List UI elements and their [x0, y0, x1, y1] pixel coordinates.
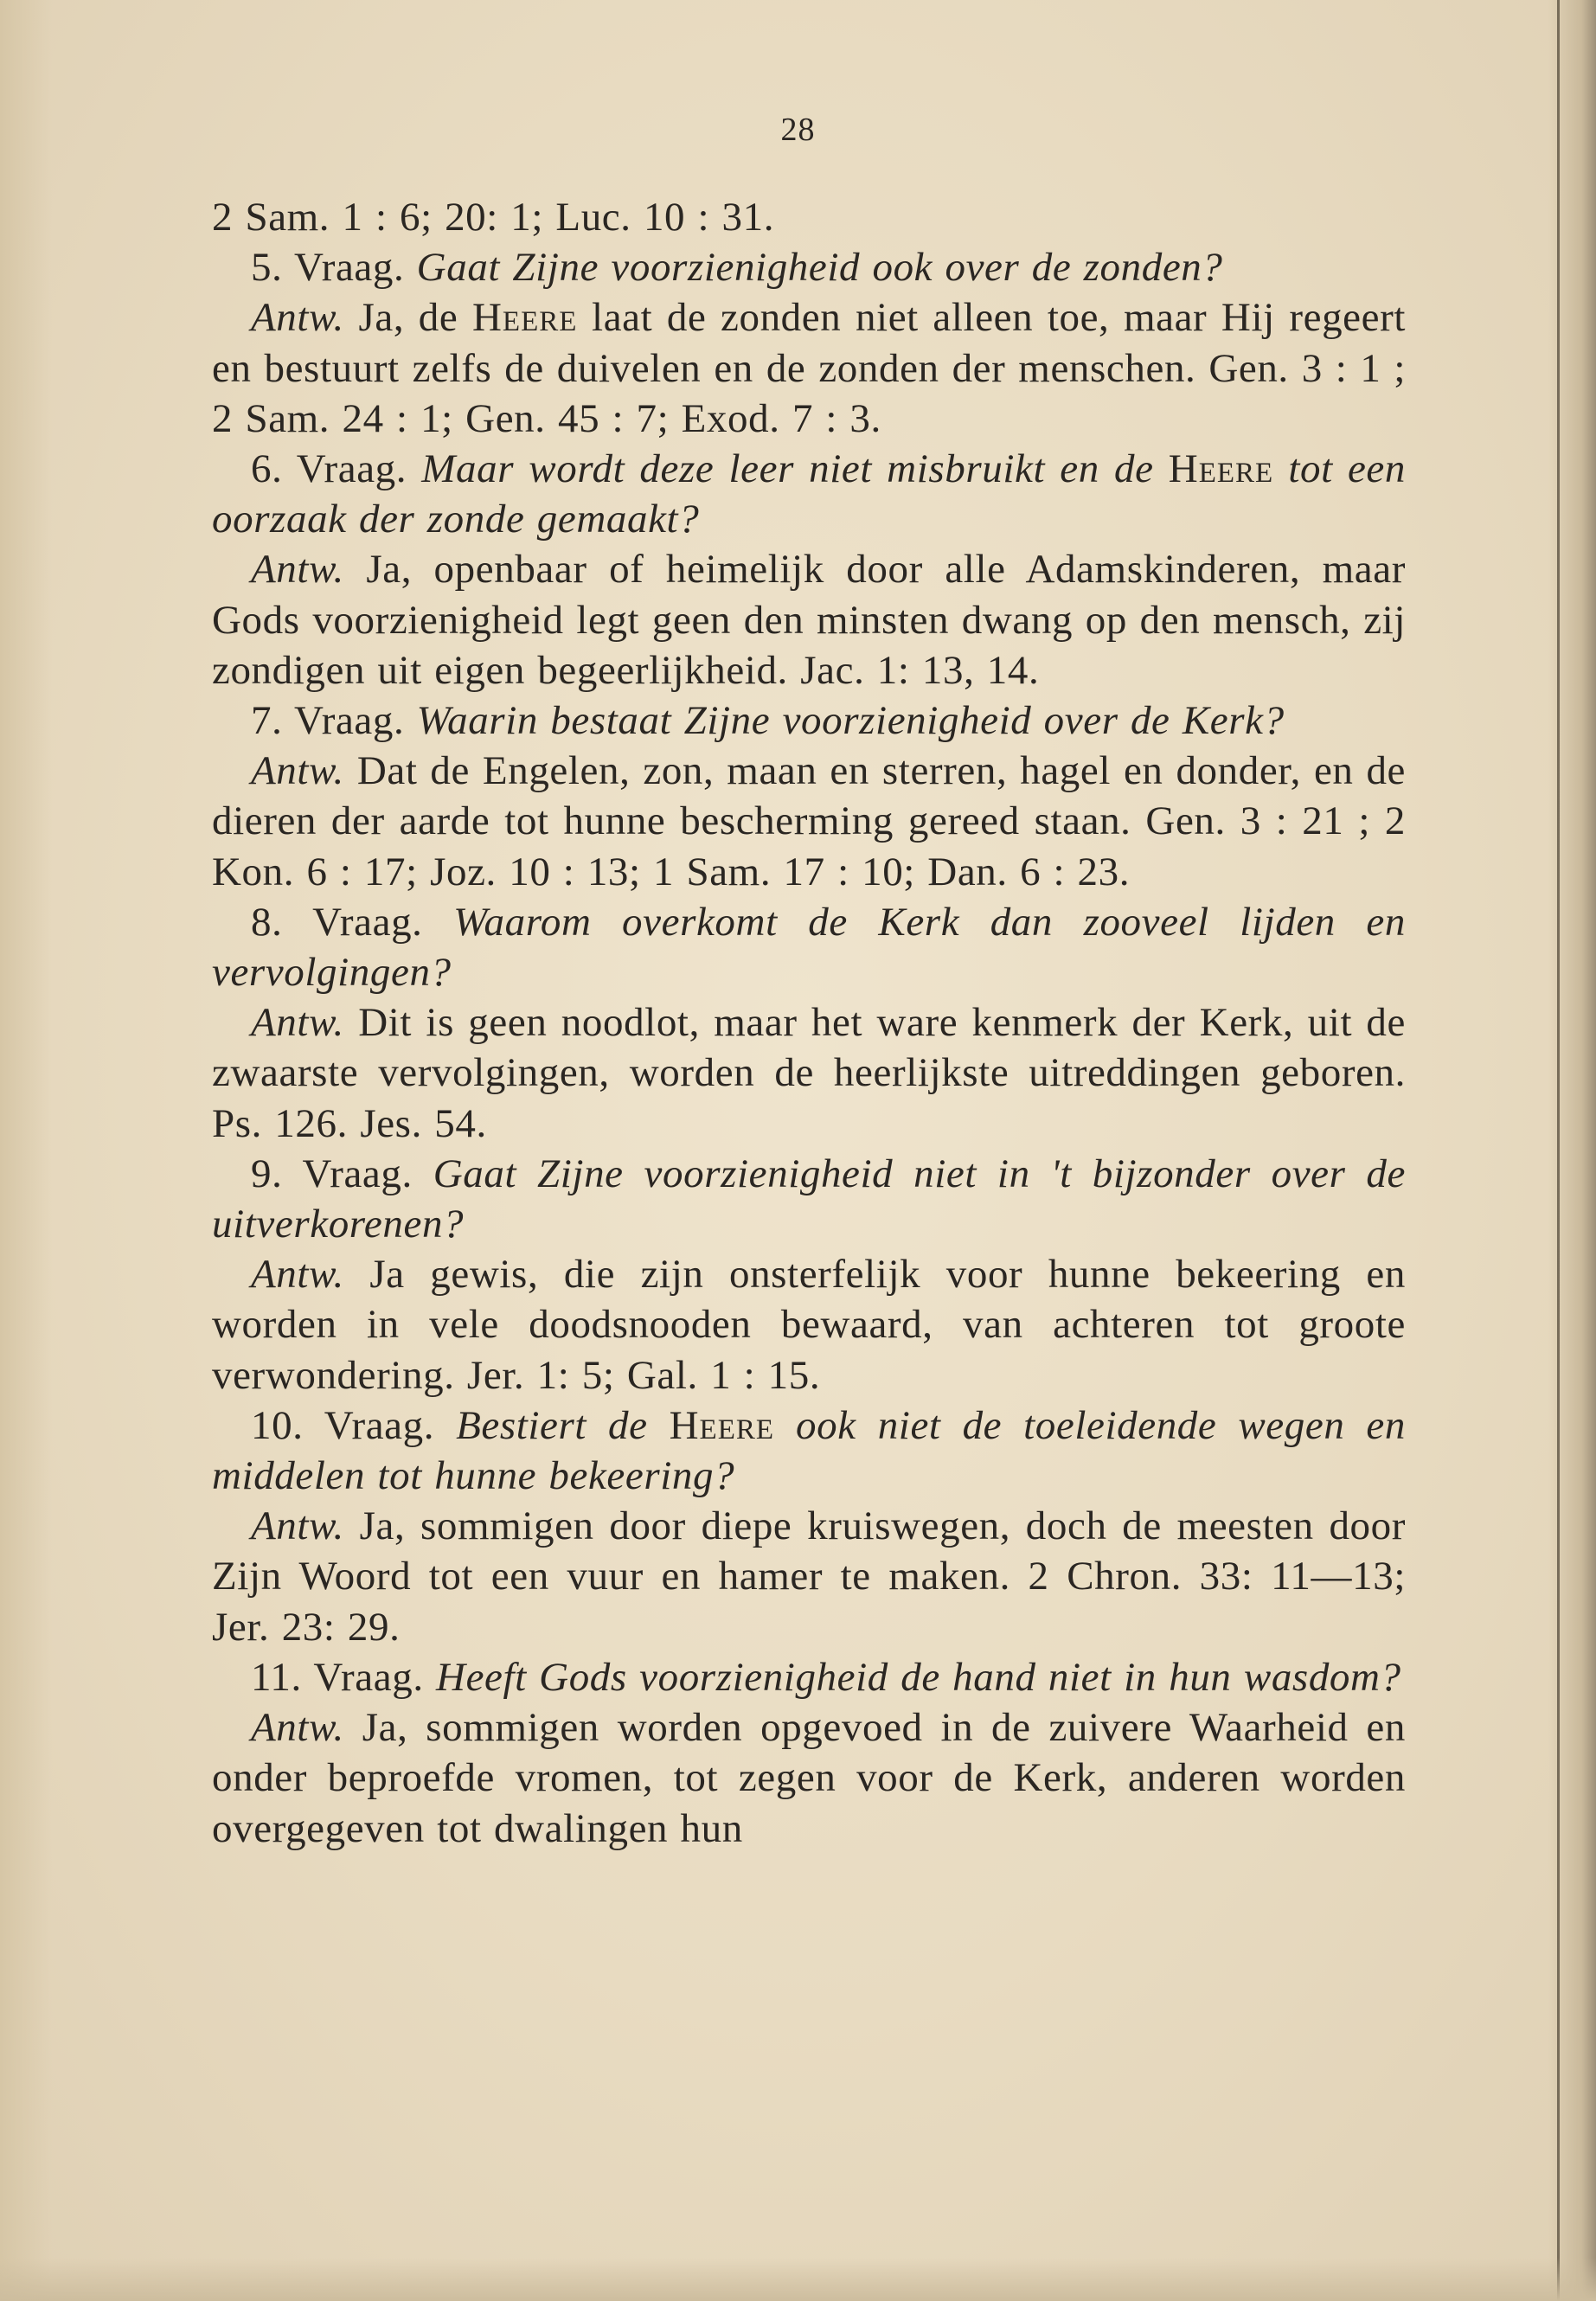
question-number: 10. [251, 1402, 304, 1448]
question-7 [212, 695, 1406, 746]
question-text: Maar wordt deze leer niet misbruikt en de [421, 446, 1154, 492]
question-text: Heeft Gods voorzienigheid de hand niet in hun wasdom? [436, 1654, 1401, 1700]
question-number: 7. [251, 698, 283, 744]
question-number: 6. [251, 446, 283, 492]
question-number: 8. [251, 899, 283, 945]
question-text: Gaat Zijne voorzienigheid niet in 't bijzonder over de uitverkorenen? [212, 1150, 1406, 1247]
vraag-label: Vraag. [293, 245, 405, 291]
question-8 [212, 897, 1406, 997]
question-11 [212, 1652, 1406, 1702]
answer-text: Ja, sommigen door diepe kruiswegen, doch de meesten door Zijn Woord tot een vuur en hamer te maken. 2 Chron. 33: 11—13; Jer. 23: 29. [212, 1503, 1406, 1650]
reference-line [212, 192, 1406, 242]
catechism-text [212, 192, 1406, 1854]
antw-label: Antw. [251, 1000, 344, 1046]
question-number: 9. [251, 1150, 283, 1196]
question-text: tot een oorzaak der zonde gemaakt? [212, 446, 1406, 542]
scripture-references: 2 Sam. 1 : 6; 20: 1; Luc. 10 : 31. [212, 195, 775, 240]
answer-text: Dat de Engelen, zon, maan en sterren, hagel en donder, en de dieren der aarde tot hunne bescherming gereed staan. Gen. 3 : 21 ; 2 Kon. 6 : 17; Joz. 10 : 13; 1 Sam. 17 : 10; Dan. 6 : 23. [212, 748, 1407, 894]
answer-6 [212, 544, 1406, 695]
question-9 [212, 1149, 1406, 1249]
antw-label: Antw. [251, 1503, 344, 1549]
page-left-shadow [0, 0, 52, 2301]
vraag-label: Vraag. [312, 899, 423, 945]
answer-9 [212, 1249, 1406, 1400]
page-number: 28 [780, 112, 816, 148]
page-binding-edge [1557, 0, 1560, 2301]
answer-11 [212, 1702, 1406, 1854]
question-number: 11. [251, 1654, 302, 1700]
antw-label: Antw. [251, 1252, 344, 1298]
answer-text: Ja, sommigen worden opgevoed in de zuivere Waarheid en onder beproefde vromen, tot zegen voor de Kerk, anderen worden overgegeven tot dwalingen hun [212, 1705, 1406, 1851]
antw-label: Antw. [251, 748, 344, 794]
heere-smallcaps: Heere [669, 1402, 775, 1448]
vraag-label: Vraag. [293, 698, 405, 744]
answer-text: Ja, openbaar of heimelijk door alle Adamskinderen, maar Gods voorzienigheid legt geen den minsten dwang op den mensch, zij zondigen uit eigen begeerlijkheid. Jac. 1: 13, 14. [212, 547, 1406, 693]
vraag-label: Vraag. [313, 1654, 424, 1700]
question-text: Bestiert de [456, 1402, 648, 1448]
question-5 [212, 242, 1406, 292]
page-bottom-shadow [0, 2258, 1596, 2301]
antw-label: Antw. [251, 1705, 344, 1751]
question-text: Waarom overkomt de Kerk dan zooveel lijden en vervolgingen? [212, 899, 1406, 996]
heere-smallcaps: Heere [1168, 446, 1274, 492]
heere-smallcaps: Heere [471, 295, 578, 341]
question-10 [212, 1400, 1406, 1501]
answer-text: Dit is geen noodlot, maar het ware kenmerk der Kerk, uit de zwaarste vervolgingen, worden de heerlijkste uitreddingen geboren. Ps. 126. Jes. 54. [212, 1000, 1406, 1146]
antw-label: Antw. [251, 295, 344, 341]
vraag-label: Vraag. [324, 1402, 435, 1448]
answer-7 [212, 746, 1406, 897]
page-right-shadow [1548, 0, 1596, 2301]
answer-text: Ja, de [358, 295, 458, 341]
antw-label: Antw. [251, 547, 344, 593]
vraag-label: Vraag. [296, 446, 407, 492]
answer-text: laat de zonden niet alleen toe, maar Hij regeert en bestuurt zelfs de duivelen en de zonden der menschen. Gen. 3 : 1 ; 2 Sam. 24 : 1; Gen. 45 : 7; Exod. 7 : 3. [212, 295, 1407, 441]
answer-10 [212, 1501, 1406, 1652]
question-6 [212, 444, 1406, 544]
question-text: Waarin bestaat Zijne voorzienigheid over de Kerk? [416, 698, 1285, 744]
question-text: ook niet de toeleidende wegen en middelen tot hunne bekeering? [212, 1402, 1406, 1499]
answer-5 [212, 292, 1406, 444]
question-text: Gaat Zijne voorzienigheid ook over de zonden? [416, 245, 1223, 291]
answer-8 [212, 997, 1406, 1149]
answer-text: Ja gewis, die zijn onsterfelijk voor hunne bekeering en worden in vele doodsnooden bewaard, van achteren tot groote verwondering. Jer. 1: 5; Gal. 1 : 15. [212, 1252, 1406, 1398]
question-number: 5. [251, 245, 283, 291]
vraag-label: Vraag. [302, 1150, 413, 1196]
